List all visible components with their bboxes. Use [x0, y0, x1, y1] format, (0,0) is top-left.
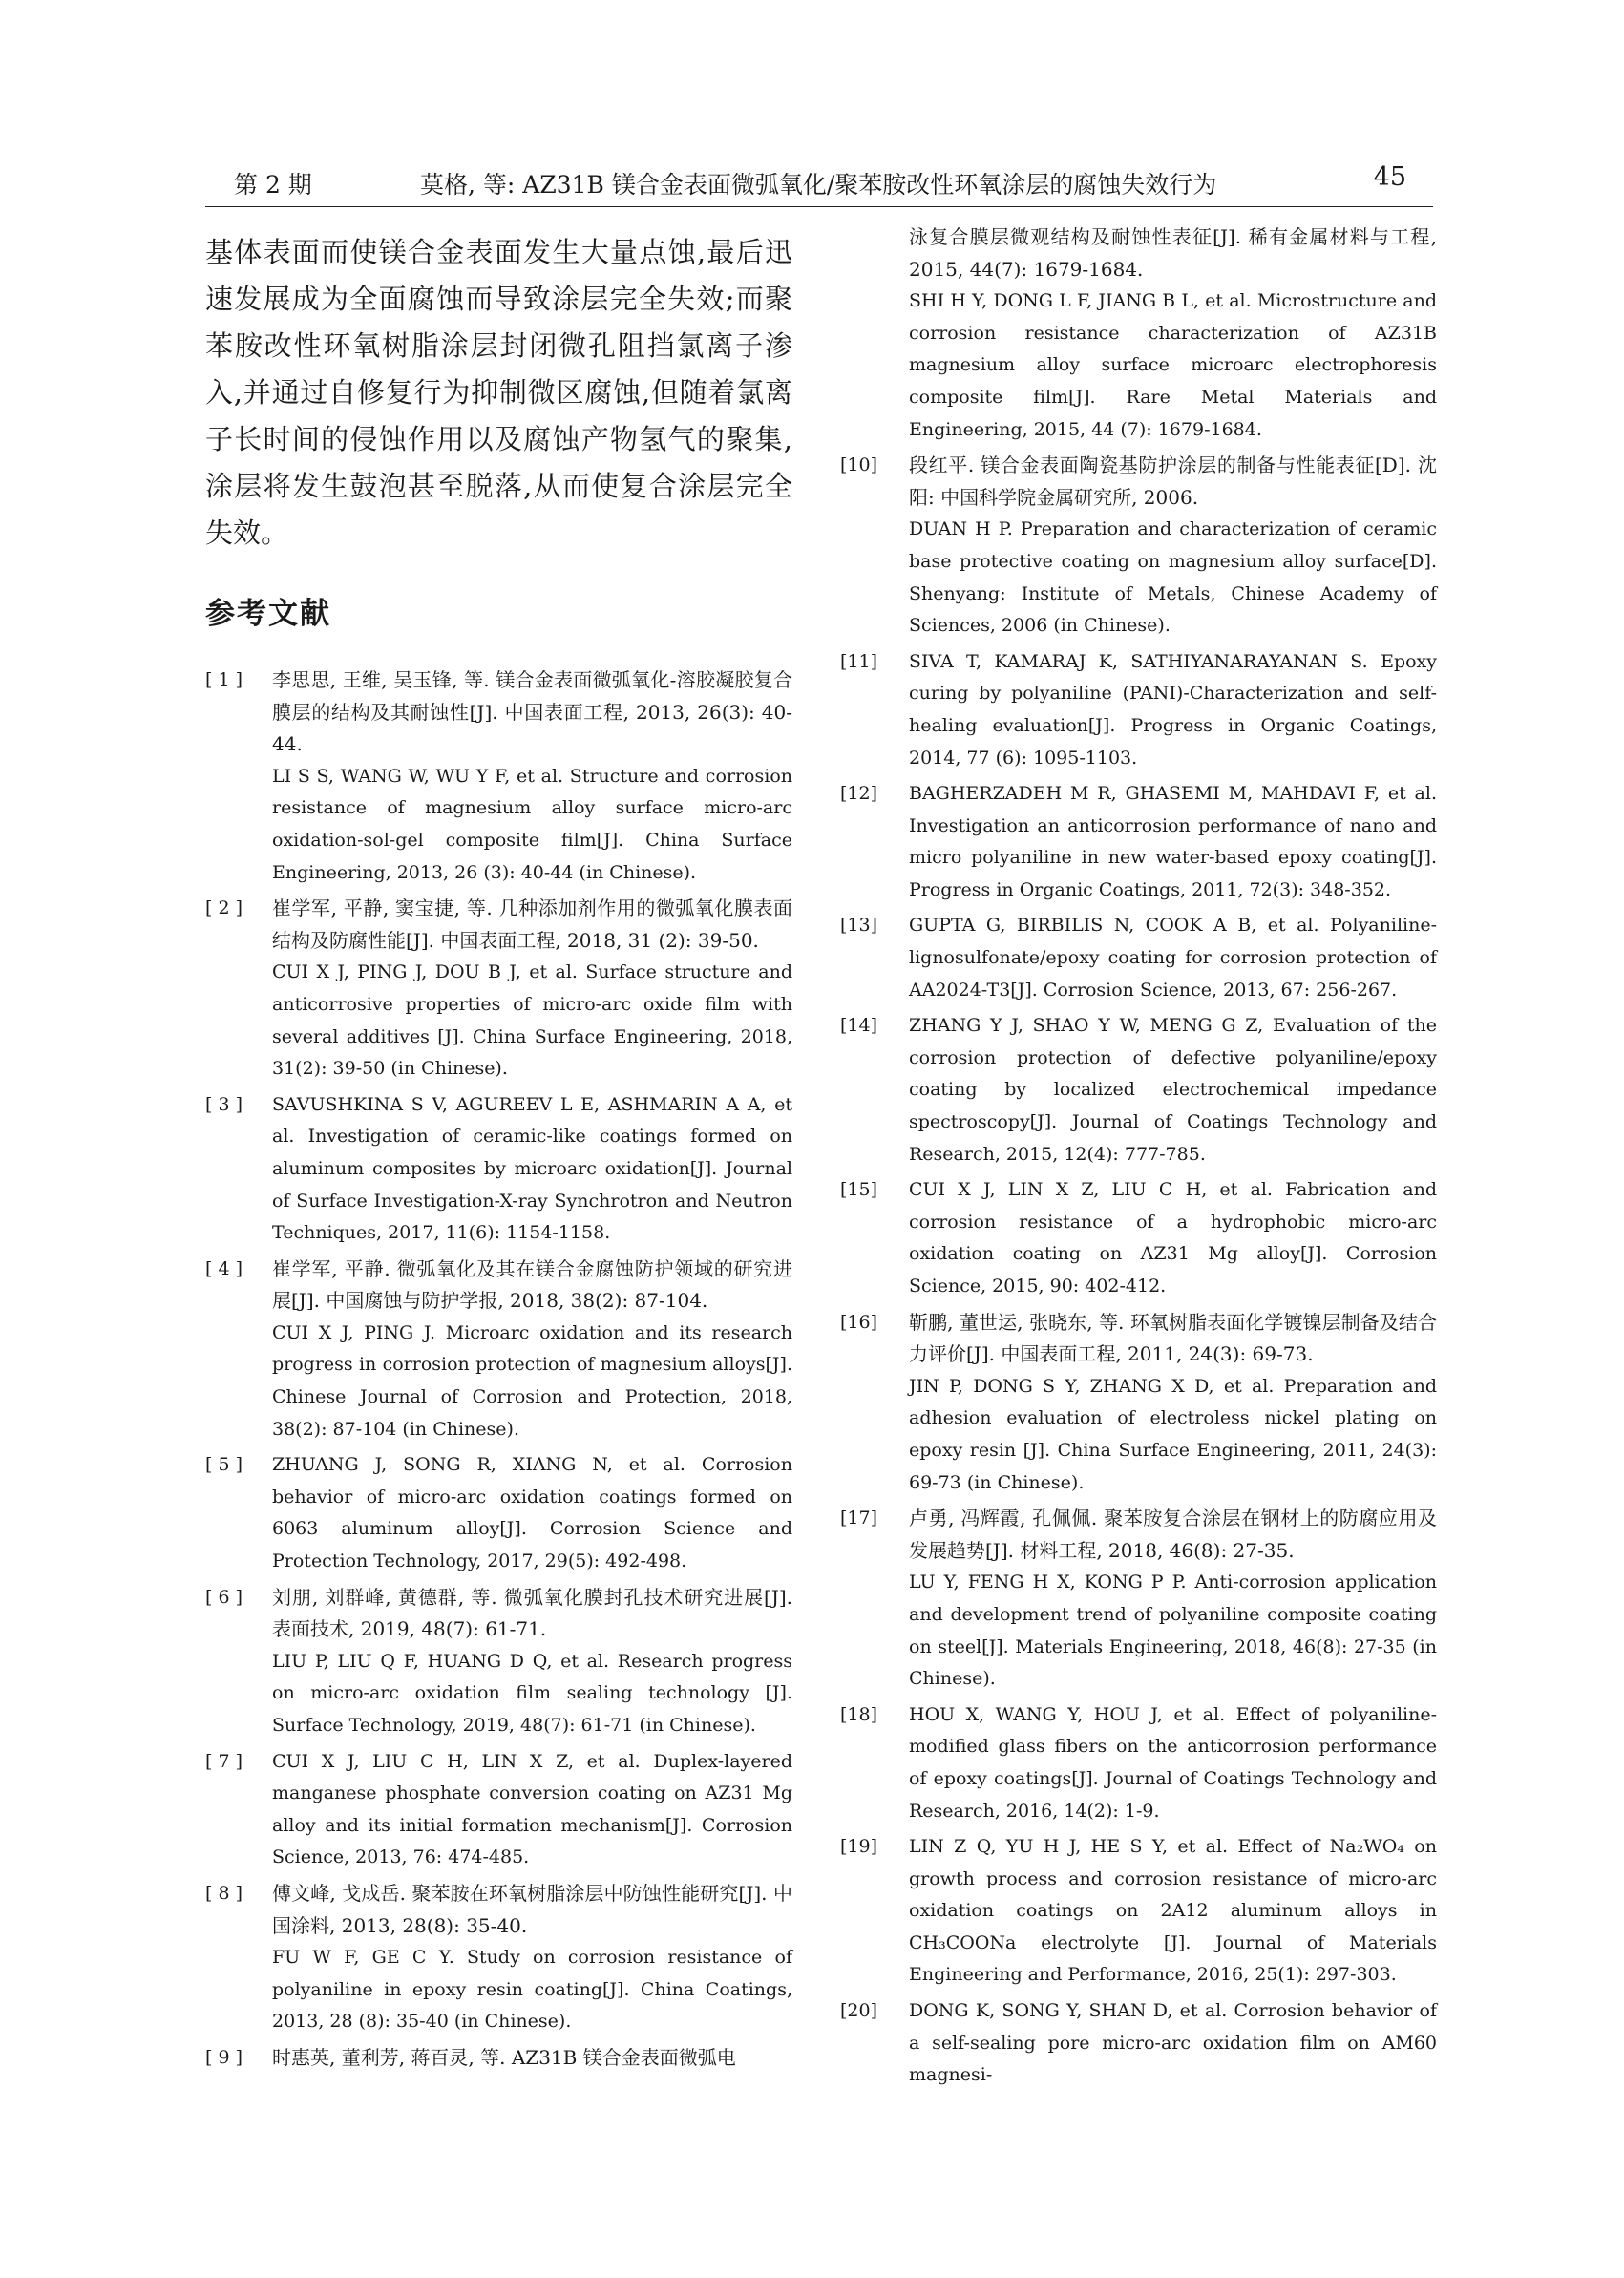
reference-english: LI S S, WANG W, WU Y F, et al. Structure and corrosion resistance of magnesium alloy surface micro-arc oxidation-sol-gel composite film[J]. China Surface Engineering, 2013, 26 (3): 40-44 (in Chinese).: [272, 765, 792, 883]
references-right: [840, 221, 1437, 2092]
reference-index: [ 8 ]: [205, 1882, 243, 1904]
reference-index: [15]: [840, 1179, 878, 1201]
reference-item: [205, 2042, 792, 2075]
reference-chinese: 靳鹏, 董世运, 张晓东, 等. 环氧树脂表面化学镀镍层制备及结合力评价[J]. 中国表面工程, 2011, 24(3): 69-73.: [909, 1310, 1437, 1366]
reference-item: [205, 1449, 792, 1577]
reference-chinese: 崔学军, 平静, 窦宝捷, 等. 几种添加剂作用的微弧氧化膜表面结构及防腐性能[J]. 中国表面工程, 2018, 31 (2): 39-50.: [272, 896, 792, 952]
reference-english: SAVUSHKINA S V, AGUREEV L E, ASHMARIN A A, et al. Investigation of ceramic-like coatings formed on aluminum composites by microarc oxidation[J]. Journal of Surface Investigation-X-ray Synchrotron and Neutron Techniques, 2017, 11(6): 1154-1158.: [272, 1093, 792, 1244]
reference-item: [840, 910, 1437, 1006]
reference-chinese: 崔学军, 平静. 微弧氧化及其在镁合金腐蚀防护领域的研究进展[J]. 中国腐蚀与防护学报, 2018, 38(2): 87-104.: [272, 1256, 792, 1313]
reference-english: LU Y, FENG H X, KONG P P. Anti-corrosion application and development trend of polyaniline composite coating on steel[J]. Materials Engineering, 2018, 46(8): 27-35 (in Chinese).: [909, 1571, 1437, 1690]
reference-chinese: 段红平. 镁合金表面陶瓷基防护涂层的制备与性能表征[D]. 沈阳: 中国科学院金属研究所, 2006.: [909, 453, 1437, 509]
reference-english: DONG K, SONG Y, SHAN D, et al. Corrosion behavior of a self-sealing pore micro-arc oxidation film on AM60 magnesi-: [909, 2000, 1437, 2086]
reference-index: [11]: [840, 650, 878, 672]
page-number: 45: [1373, 162, 1406, 192]
reference-item: [840, 778, 1437, 906]
reference-item: [840, 1010, 1437, 1171]
reference-chinese: 泳复合膜层微观结构及耐蚀性表征[J]. 稀有金属材料与工程, 2015, 44(7): 1679-1684.: [909, 225, 1437, 281]
body-paragraph: 基体表面而使镁合金表面发生大量点蚀,最后迅速发展成为全面腐蚀而导致涂层完全失效;而聚苯胺改性环氧树脂涂层封闭微孔阻挡氯离子渗入,并通过自修复行为抑制微区腐蚀,但随着氯离子长时间的侵蚀作用以及腐蚀产物氢气的聚集,涂层将发生鼓泡甚至脱落,从而使复合涂层完全失效。: [205, 236, 792, 549]
reference-index: [ 2 ]: [205, 897, 243, 919]
reference-index: [16]: [840, 1311, 878, 1333]
reference-chinese: 时惠英, 董利芳, 蒋百灵, 等. AZ31B 镁合金表面微弧电: [272, 2045, 736, 2069]
reference-english: ZHUANG J, SONG R, XIANG N, et al. Corrosion behavior of micro-arc oxidation coatings formed on 6063 aluminum alloy[J]. Corrosion Science and Protection Technology, 2017, 29(5): 492-498.: [272, 1454, 792, 1572]
running-title: 莫格, 等: AZ31B 镁合金表面微弧氧化/聚苯胺改性环氧涂层的腐蚀失效行为: [420, 171, 1217, 199]
reference-english: SIVA T, KAMARAJ K, SATHIYANARAYANAN S. Epoxy curing by polyaniline (PANI)-Characterization and self-healing evaluation[J]. Progress in Organic Coatings, 2014, 77 (6): 1095-1103.: [909, 650, 1437, 769]
reference-item: [840, 450, 1437, 643]
reference-english: LIN Z Q, YU H J, HE S Y, et al. Effect of Na₂WO₄ on growth process and corrosion resistance of micro-arc oxidation coatings on 2A12 aluminum alloys in CH₃COONa electrolyte [J]. Journal of Materials Engineering and Performance, 2016, 25(1): 297-303.: [909, 1836, 1437, 1986]
reference-item: [205, 1878, 792, 2038]
reference-item: [840, 1831, 1437, 1992]
references-left: [205, 664, 792, 2075]
reference-chinese: 李思思, 王维, 吴玉锋, 等. 镁合金表面微弧氧化-溶胶凝胶复合膜层的结构及其耐蚀性[J]. 中国表面工程, 2013, 26(3): 40-44.: [272, 668, 792, 756]
reference-index: [18]: [840, 1703, 878, 1725]
reference-english: CUI X J, LIU C H, LIN X Z, et al. Duplex-layered manganese phosphate conversion coating on AZ31 Mg alloy and its initial formation mechanism[J]. Corrosion Science, 2013, 76: 474-485.: [272, 1750, 792, 1868]
left-column: [205, 229, 792, 2078]
reference-english: ZHANG Y J, SHAO Y W, MENG G Z, Evaluation of the corrosion protection of defective polyaniline/epoxy coating by localized electrochemical impedance spectroscopy[J]. Journal of Coatings Technology and Research, 2015, 12(4): 777-785.: [909, 1015, 1437, 1165]
reference-index: [ 4 ]: [205, 1257, 243, 1279]
reference-index: [ 1 ]: [205, 669, 243, 690]
reference-chinese: 卢勇, 冯辉霞, 孔佩佩. 聚苯胺复合涂层在钢材上的防腐应用及发展趋势[J]. 材料工程, 2018, 46(8): 27-35.: [909, 1507, 1437, 1562]
reference-english: CUI X J, PING J. Microarc oxidation and its research progress in corrosion protection of magnesium alloys[J]. Chinese Journal of Corrosion and Protection, 2018, 38(2): 87-104 (in Chinese).: [272, 1321, 792, 1440]
reference-english: LIU P, LIU Q F, HUANG D Q, et al. Research progress on micro-arc oxidation film sealing technology [J]. Surface Technology, 2019, 48(7): 61-71 (in Chinese).: [272, 1650, 792, 1736]
reference-english: FU W F, GE C Y. Study on corrosion resistance of polyaniline in epoxy resin coating[J]. China Coatings, 2013, 28 (8): 35-40 (in Chinese).: [272, 1947, 792, 2033]
reference-index: [12]: [840, 783, 878, 805]
reference-english: DUAN H P. Preparation and characterization of ceramic base protective coating on magnesium alloy surface[D]. Shenyang: Institute of Metals, Chinese Academy of Sciences, 2006 (in Chinese).: [909, 518, 1437, 637]
reference-item: [840, 646, 1437, 774]
reference-index: [17]: [840, 1508, 878, 1529]
reference-item: [840, 1503, 1437, 1696]
reference-item: [205, 1582, 792, 1742]
section-title: 参考文献: [205, 597, 331, 631]
reference-item: [205, 1746, 792, 1874]
reference-item: [840, 1995, 1437, 2092]
reference-index: [14]: [840, 1015, 878, 1037]
reference-item: [840, 1307, 1437, 1500]
reference-index: [20]: [840, 2000, 878, 2022]
reference-item: [205, 1089, 792, 1250]
reference-english: CUI X J, PING J, DOU B J, et al. Surface structure and anticorrosive properties of micro-arc oxide film with several additives [J]. China Surface Engineering, 2018, 31(2): 39-50 (in Chinese).: [272, 961, 792, 1080]
reference-index: [19]: [840, 1836, 878, 1858]
reference-item: [205, 1254, 792, 1446]
reference-index: [ 9 ]: [205, 2046, 243, 2068]
reference-index: [13]: [840, 915, 878, 937]
reference-english: CUI X J, LIN X Z, LIU C H, et al. Fabrication and corrosion resistance of a hydrophobic micro-arc oxidation coating on AZ31 Mg alloy[J]. Corrosion Science, 2015, 90: 402-412.: [909, 1179, 1437, 1297]
reference-chinese: 傅文峰, 戈成岳. 聚苯胺在环氧树脂涂层中防蚀性能研究[J]. 中国涂料, 2013, 28(8): 35-40.: [272, 1881, 792, 1937]
right-column: [840, 221, 1437, 2096]
reference-english: HOU X, WANG Y, HOU J, et al. Effect of polyaniline-modified glass fibers on the anticorrosion performance of epoxy coatings[J]. Journal of Coatings Technology and Research, 2016, 14(2): 1-9.: [909, 1703, 1437, 1822]
reference-item: [205, 893, 792, 1086]
reference-index: [ 5 ]: [205, 1454, 243, 1476]
reference-index: [ 3 ]: [205, 1093, 243, 1115]
reference-chinese: 刘朋, 刘群峰, 黄德群, 等. 微弧氧化膜封孔技术研究进展[J]. 表面技术, 2019, 48(7): 61-71.: [272, 1585, 792, 1641]
reference-index: [ 7 ]: [205, 1750, 243, 1772]
reference-english: BAGHERZADEH M R, GHASEMI M, MAHDAVI F, et al. Investigation an anticorrosion performance of nano and micro polyaniline in new water-based epoxy coating[J]. Progress in Organic Coatings, 2011, 72(3): 348-352.: [909, 783, 1437, 900]
reference-item: [840, 1699, 1437, 1827]
running-header: [234, 160, 1406, 204]
reference-english: GUPTA G, BIRBILIS N, COOK A B, et al. Polyaniline-lignosulfonate/epoxy coating for corrosion protection of AA2024-T3[J]. Corrosion Science, 2013, 67: 256-267.: [909, 915, 1437, 1001]
header-rule: [205, 206, 1433, 207]
reference-item: [205, 664, 792, 889]
reference-english: SHI H Y, DONG L F, JIANG B L, et al. Microstructure and corrosion resistance characterization of AZ31B magnesium alloy surface microarc electrophoresis composite film[J]. Rare Metal Materials and Engineering, 2015, 44 (7): 1679-1684.: [909, 290, 1437, 440]
reference-index: [10]: [840, 454, 878, 476]
reference-item: [840, 1174, 1437, 1302]
reference-index: [ 6 ]: [205, 1586, 243, 1608]
issue-label: 第 2 期: [234, 171, 312, 199]
reference-english: JIN P, DONG S Y, ZHANG X D, et al. Preparation and adhesion evaluation of electroless nickel plating on epoxy resin [J]. China Surface Engineering, 2011, 24(3): 69-73 (in Chinese).: [909, 1375, 1437, 1493]
reference-item: [840, 221, 1437, 446]
